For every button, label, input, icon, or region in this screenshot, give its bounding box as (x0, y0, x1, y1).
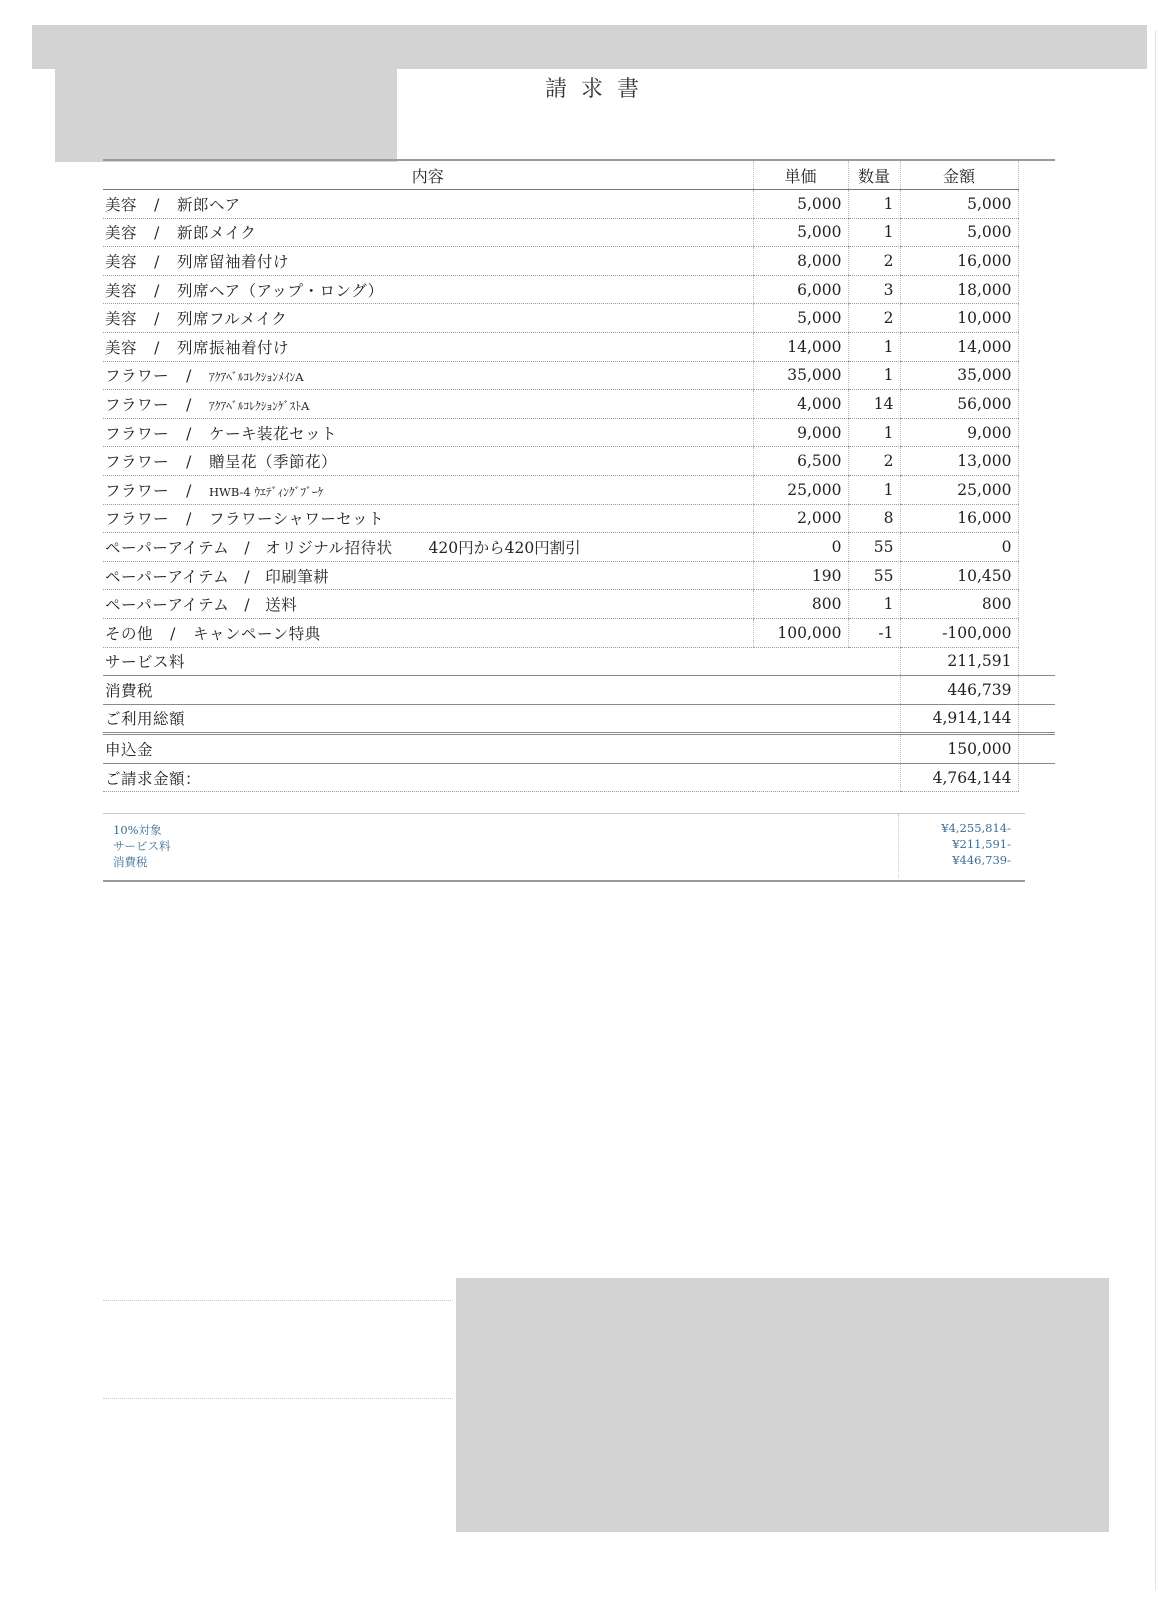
total-usage-label: ご利用総額 (103, 704, 753, 734)
item-name: 列席留袖着付け (177, 252, 290, 271)
tax-breakdown-values (941, 820, 1011, 868)
item-unit-price: 4,000 (753, 390, 848, 419)
service-fee-row (103, 647, 1055, 676)
item-category: フラワー (105, 395, 170, 414)
redacted-issuer-block (456, 1278, 1109, 1532)
billing-amount-row (103, 763, 1055, 792)
row-spacer (1018, 618, 1055, 647)
tax-value-service-fee: ¥211,591- (952, 837, 1011, 851)
item-name: フラワーシャワーセット (209, 510, 385, 529)
item-name: ケーキ装花セット (209, 424, 338, 443)
item-description (103, 190, 753, 219)
item-unit-price: 14,000 (753, 332, 848, 361)
item-description (103, 618, 753, 647)
item-amount: 10,000 (900, 304, 1018, 333)
item-name: 新郎メイク (177, 224, 257, 243)
item-name: ｱｸｱﾍﾞﾙｺﾚｸｼｮﾝｹﾞｽﾄA (209, 398, 310, 413)
item-separator: / (154, 252, 160, 271)
item-quantity: 1 (848, 475, 900, 504)
item-separator: / (186, 481, 192, 500)
table-row (103, 618, 1055, 647)
item-category: フラワー (105, 510, 170, 529)
item-name: ｱｸｱﾍﾞﾙｺﾚｸｼｮﾝﾒｲﾝA (209, 370, 304, 385)
row-spacer (1018, 275, 1055, 304)
item-amount: 14,000 (900, 332, 1018, 361)
deposit-amount: 150,000 (900, 734, 1018, 764)
item-category: フラワー (105, 481, 170, 500)
item-name: 列席振袖着付け (177, 338, 290, 357)
item-amount: 13,000 (900, 447, 1018, 476)
signature-line (103, 1398, 453, 1399)
item-unit-price: 6,500 (753, 447, 848, 476)
header-unit-price: 単価 (753, 160, 848, 190)
service-fee-amount: 211,591 (900, 647, 1018, 676)
item-separator: / (154, 281, 160, 300)
row-spacer (1018, 190, 1055, 219)
row-spacer (1018, 418, 1055, 447)
item-separator: / (186, 367, 192, 386)
item-description (103, 218, 753, 247)
table-row (103, 361, 1055, 390)
deposit-row (103, 734, 1055, 764)
item-category: ペーパーアイテム (105, 538, 230, 557)
item-description (103, 590, 753, 619)
row-spacer (1018, 361, 1055, 390)
item-category: 美容 (105, 310, 138, 329)
item-name: 列席フルメイク (177, 310, 288, 329)
consumption-tax-label: 消費税 (103, 676, 753, 705)
item-description (103, 275, 753, 304)
tax-value-consumption-tax: ¥446,739- (952, 853, 1011, 867)
item-description (103, 447, 753, 476)
item-unit-price: 190 (753, 561, 848, 590)
table-row (103, 418, 1055, 447)
item-separator: / (186, 424, 192, 443)
item-unit-price: 9,000 (753, 418, 848, 447)
item-quantity: 55 (848, 561, 900, 590)
row-spacer (1018, 590, 1055, 619)
table-row (103, 533, 1055, 562)
item-category: フラワー (105, 367, 170, 386)
item-unit-price: 0 (753, 533, 848, 562)
item-category: フラワー (105, 424, 170, 443)
item-quantity: 14 (848, 390, 900, 419)
table-row (103, 590, 1055, 619)
page-edge (1155, 30, 1156, 1590)
tax-label-10pct: 10%対象 (113, 823, 162, 837)
item-quantity: 3 (848, 275, 900, 304)
item-amount: 5,000 (900, 218, 1018, 247)
item-unit-price: 800 (753, 590, 848, 619)
item-category: ペーパーアイテム (105, 596, 230, 615)
item-quantity: 1 (848, 361, 900, 390)
item-separator: / (186, 395, 192, 414)
table-row (103, 447, 1055, 476)
item-category: 美容 (105, 252, 138, 271)
item-amount: 25,000 (900, 475, 1018, 504)
item-amount: 5,000 (900, 190, 1018, 219)
item-quantity: 1 (848, 218, 900, 247)
header-quantity: 数量 (848, 160, 900, 190)
item-description (103, 361, 753, 390)
row-spacer (1018, 332, 1055, 361)
table-row (103, 332, 1055, 361)
item-name: 送料 (265, 596, 298, 615)
item-name: 列席ヘア（アップ・ロング） (177, 281, 384, 300)
row-spacer (1018, 561, 1055, 590)
item-description (103, 533, 753, 562)
item-quantity: 1 (848, 418, 900, 447)
table-row (103, 247, 1055, 276)
item-amount: 9,000 (900, 418, 1018, 447)
tax-breakdown-labels (113, 822, 171, 870)
redacted-header-block (32, 25, 1147, 69)
item-separator: / (170, 624, 176, 643)
item-separator: / (186, 510, 192, 529)
total-usage-amount: 4,914,144 (900, 704, 1018, 734)
item-quantity: 1 (848, 190, 900, 219)
item-unit-price: 5,000 (753, 304, 848, 333)
item-amount: 56,000 (900, 390, 1018, 419)
item-separator: / (186, 453, 192, 472)
item-category: ペーパーアイテム (105, 567, 230, 586)
item-name: キャンペーン特典 (193, 624, 321, 643)
table-row (103, 304, 1055, 333)
row-spacer (1018, 533, 1055, 562)
table-row (103, 218, 1055, 247)
header-spacer (1018, 160, 1055, 190)
item-amount: 800 (900, 590, 1018, 619)
item-separator: / (154, 338, 160, 357)
tax-label-consumption-tax: 消費税 (113, 855, 148, 869)
item-unit-price: 5,000 (753, 190, 848, 219)
item-quantity: 55 (848, 533, 900, 562)
item-unit-price: 6,000 (753, 275, 848, 304)
billing-amount-value: 4,764,144 (900, 763, 1018, 792)
header-amount: 金額 (900, 160, 1018, 190)
summary-rows (103, 647, 1055, 792)
row-spacer (1018, 390, 1055, 419)
item-category: 美容 (105, 338, 138, 357)
table-row (103, 390, 1055, 419)
item-description (103, 475, 753, 504)
total-usage-row (103, 704, 1055, 734)
table-row (103, 561, 1055, 590)
row-spacer (1018, 475, 1055, 504)
item-separator: / (244, 596, 251, 615)
item-description (103, 390, 753, 419)
item-unit-price: 100,000 (753, 618, 848, 647)
table-row (103, 504, 1055, 533)
table-row (103, 190, 1055, 219)
consumption-tax-row (103, 676, 1055, 705)
row-spacer (1018, 447, 1055, 476)
item-category: 美容 (105, 195, 138, 214)
table-header-row (103, 160, 1055, 190)
item-amount: 18,000 (900, 275, 1018, 304)
tax-breakdown (103, 813, 1025, 882)
tax-breakdown-divider (898, 814, 899, 878)
item-quantity: 2 (848, 447, 900, 476)
item-unit-price: 5,000 (753, 218, 848, 247)
item-name: 贈呈花（季節花） (209, 453, 338, 472)
row-spacer (1018, 304, 1055, 333)
item-unit-price: 2,000 (753, 504, 848, 533)
item-description (103, 561, 753, 590)
item-note: 420円から420円割引 (428, 538, 581, 557)
item-unit-price: 25,000 (753, 475, 848, 504)
item-description (103, 332, 753, 361)
line-items (103, 190, 1055, 648)
item-separator: / (154, 310, 160, 329)
item-name: 新郎ヘア (177, 195, 241, 214)
item-amount: 16,000 (900, 504, 1018, 533)
item-quantity: 1 (848, 332, 900, 361)
row-spacer (1018, 247, 1055, 276)
deposit-label: 申込金 (103, 734, 753, 764)
item-quantity: 2 (848, 247, 900, 276)
item-category: 美容 (105, 224, 138, 243)
service-fee-label: サービス料 (103, 647, 753, 676)
tax-value-10pct: ¥4,255,814- (941, 821, 1011, 835)
item-description (103, 247, 753, 276)
item-quantity: -1 (848, 618, 900, 647)
item-description (103, 504, 753, 533)
table-row (103, 475, 1055, 504)
signature-line (103, 1300, 453, 1301)
item-amount: 10,450 (900, 561, 1018, 590)
item-quantity: 8 (848, 504, 900, 533)
item-name: オリジナル招待状 (265, 538, 393, 557)
row-spacer (1018, 218, 1055, 247)
item-amount: 35,000 (900, 361, 1018, 390)
tax-label-service-fee: サービス料 (113, 839, 171, 853)
row-spacer (1018, 504, 1055, 533)
item-amount: 0 (900, 533, 1018, 562)
billing-amount-label: ご請求金額： (103, 763, 753, 792)
header-description: 内容 (103, 160, 753, 190)
item-amount: -100,000 (900, 618, 1018, 647)
item-category: フラワー (105, 453, 170, 472)
item-quantity: 1 (848, 590, 900, 619)
item-description (103, 304, 753, 333)
item-separator: / (154, 195, 160, 214)
item-name: 印刷筆耕 (265, 567, 330, 586)
item-unit-price: 8,000 (753, 247, 848, 276)
item-name: HWB-4 ｳｴﾃﾞｨﾝｸﾞﾌﾞｰｹ (209, 484, 324, 499)
item-amount: 16,000 (900, 247, 1018, 276)
item-unit-price: 35,000 (753, 361, 848, 390)
table-row (103, 275, 1055, 304)
item-category: 美容 (105, 281, 138, 300)
item-quantity: 2 (848, 304, 900, 333)
document-title: 請求書 (544, 77, 653, 102)
consumption-tax-amount: 446,739 (900, 676, 1018, 705)
item-separator: / (154, 224, 160, 243)
item-description (103, 418, 753, 447)
item-separator: / (244, 538, 251, 557)
invoice-table (103, 159, 1055, 792)
item-separator: / (244, 567, 251, 586)
item-category: その他 (105, 624, 154, 643)
